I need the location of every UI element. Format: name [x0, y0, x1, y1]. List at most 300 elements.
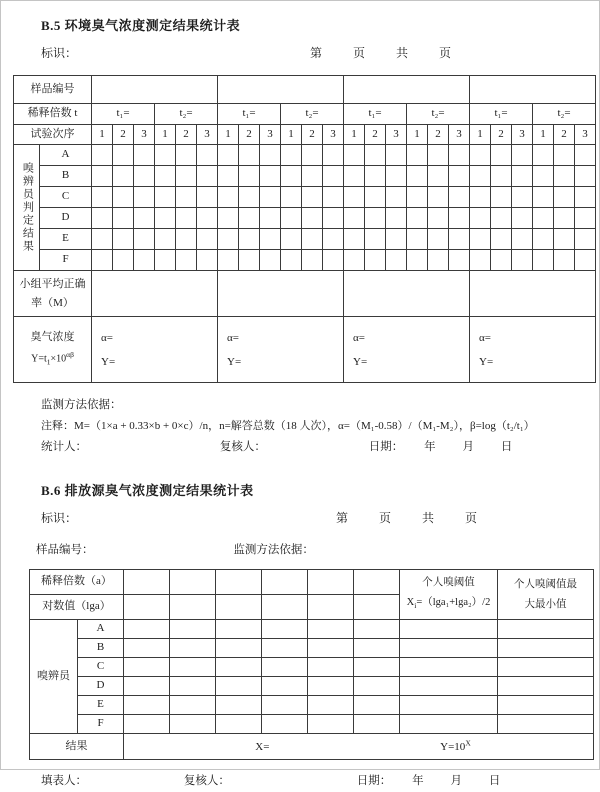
input-cell — [239, 145, 260, 166]
input-cell — [470, 166, 491, 187]
input-cell — [170, 658, 216, 677]
panelist-letter: A — [78, 620, 124, 639]
t1-header: t₁= — [470, 104, 533, 125]
input-cell — [216, 570, 262, 595]
input-cell — [124, 620, 170, 639]
input-cell — [470, 250, 491, 271]
input-cell — [386, 250, 407, 271]
row-panelist-A — [14, 145, 596, 166]
input-cell — [302, 208, 323, 229]
input-cell — [262, 620, 308, 639]
year-label: 年 — [412, 775, 424, 787]
input-cell — [386, 166, 407, 187]
b5-sign-line — [41, 437, 559, 458]
panelist-letter: C — [78, 658, 124, 677]
panelist-letter: B — [78, 639, 124, 658]
row-panelist-B — [14, 166, 596, 187]
b6-id-label: 标识： — [41, 511, 78, 525]
input-cell — [155, 229, 176, 250]
input-cell — [365, 145, 386, 166]
trial-no: 2 — [491, 125, 512, 145]
input-cell — [365, 166, 386, 187]
alpha-y-cell — [470, 317, 596, 383]
row-panelist-C — [14, 187, 596, 208]
year-label: 年 — [424, 441, 436, 453]
input-cell — [281, 250, 302, 271]
formula-part: ×10 — [50, 353, 67, 365]
panelist-letter: F — [78, 715, 124, 734]
input-cell — [216, 715, 262, 734]
input-cell — [533, 166, 554, 187]
input-cell — [354, 570, 400, 595]
input-cell — [92, 229, 113, 250]
row-panelist-D — [14, 208, 596, 229]
trial-no: 3 — [134, 125, 155, 145]
input-cell — [92, 145, 113, 166]
input-cell — [498, 658, 594, 677]
personal-threshold-line1: 个人嗅阈值 — [422, 576, 475, 588]
input-cell — [498, 639, 594, 658]
b6-id-line — [41, 509, 559, 526]
input-cell — [113, 208, 134, 229]
input-cell — [124, 639, 170, 658]
input-cell — [491, 208, 512, 229]
input-cell — [197, 145, 218, 166]
threshold-minmax-line1: 个人嗅阈值最 — [514, 578, 577, 590]
day-label: 日 — [500, 441, 513, 453]
row-trial-order — [14, 125, 596, 145]
page-char: 页 — [438, 46, 451, 60]
input-cell — [218, 145, 239, 166]
table-b6-emission-source — [29, 569, 594, 760]
date-label: 日期： — [368, 441, 404, 453]
input-cell — [575, 229, 596, 250]
input-cell — [386, 229, 407, 250]
input-cell — [239, 250, 260, 271]
date-label: 日期： — [356, 775, 392, 787]
alpha-eq: α= — [353, 331, 365, 344]
input-cell — [323, 166, 344, 187]
input-cell — [400, 696, 498, 715]
input-cell — [554, 250, 575, 271]
formula-sup: αβ — [66, 349, 74, 359]
input-cell — [512, 229, 533, 250]
input-cell — [197, 208, 218, 229]
input-cell — [124, 696, 170, 715]
input-cell — [386, 187, 407, 208]
input-cell — [308, 570, 354, 595]
input-cell — [533, 187, 554, 208]
input-cell — [386, 208, 407, 229]
formula-part: Y=10 — [440, 740, 466, 753]
input-cell — [386, 145, 407, 166]
odor-formula — [14, 346, 91, 370]
row-group-accuracy — [14, 271, 596, 317]
input-cell — [302, 250, 323, 271]
input-cell — [170, 715, 216, 734]
input-cell — [323, 187, 344, 208]
panelist-letter: F — [40, 250, 92, 271]
input-cell — [197, 250, 218, 271]
input-cell — [281, 187, 302, 208]
input-cell — [176, 166, 197, 187]
panelist-column-label — [14, 145, 40, 271]
trial-no: 2 — [239, 125, 260, 145]
b5-basis-line: 监测方法依据： — [41, 399, 122, 411]
input-cell — [533, 145, 554, 166]
b5-title: B.5 环境臭气浓度测定结果统计表 — [41, 18, 241, 33]
input-cell — [354, 595, 400, 620]
input-cell — [134, 166, 155, 187]
input-cell — [134, 250, 155, 271]
input-cell — [400, 677, 498, 696]
form-filler-label: 填表人： — [41, 775, 87, 787]
input-cell — [124, 595, 170, 620]
input-cell — [216, 677, 262, 696]
row-sniffer-E — [30, 696, 594, 715]
input-cell — [281, 145, 302, 166]
input-cell — [344, 166, 365, 187]
sample-no-cell — [218, 76, 344, 104]
input-cell — [134, 145, 155, 166]
input-cell — [344, 208, 365, 229]
t1-header: t₁= — [92, 104, 155, 125]
trial-no: 3 — [197, 125, 218, 145]
page-char: 共 — [421, 511, 434, 525]
input-cell — [344, 187, 365, 208]
input-cell — [365, 208, 386, 229]
input-cell — [491, 229, 512, 250]
input-cell — [354, 658, 400, 677]
sample-no-label: 样品编号 — [14, 76, 92, 104]
input-cell — [575, 145, 596, 166]
trial-no: 2 — [176, 125, 197, 145]
input-cell — [218, 187, 239, 208]
trial-no: 2 — [428, 125, 449, 145]
alpha-eq: α= — [101, 331, 113, 344]
input-cell — [533, 208, 554, 229]
input-cell — [134, 229, 155, 250]
t2-header: t₂= — [533, 104, 596, 125]
input-cell — [281, 208, 302, 229]
threshold-minmax-line2: 大最小值 — [524, 598, 567, 610]
alpha-y-cell — [218, 317, 344, 383]
input-cell — [354, 715, 400, 734]
trial-no: 1 — [407, 125, 428, 145]
trial-order-label: 试验次序 — [14, 125, 92, 145]
t2-header: t₂= — [155, 104, 218, 125]
input-cell — [407, 229, 428, 250]
page-char: 页 — [352, 46, 365, 60]
input-cell — [170, 639, 216, 658]
input-cell — [281, 229, 302, 250]
alpha-y-cell — [92, 317, 218, 383]
input-cell — [262, 677, 308, 696]
input-cell — [449, 145, 470, 166]
panelist-letter: D — [40, 208, 92, 229]
trial-no: 1 — [533, 125, 554, 145]
input-cell — [216, 658, 262, 677]
input-cell — [113, 229, 134, 250]
input-cell — [260, 250, 281, 271]
b6-sample-no-label: 样品编号： — [36, 544, 94, 556]
page-char: 第 — [309, 46, 322, 60]
sniffer-label: 嗅辨员 — [30, 620, 78, 734]
input-cell — [308, 715, 354, 734]
input-cell — [92, 208, 113, 229]
input-cell — [216, 620, 262, 639]
threshold-minmax-header — [498, 570, 594, 620]
trial-no: 3 — [575, 125, 596, 145]
input-cell — [281, 166, 302, 187]
page-char: 第 — [335, 511, 348, 525]
input-cell — [498, 715, 594, 734]
input-cell — [176, 145, 197, 166]
t1-header: t₁= — [344, 104, 407, 125]
b6-title: B.6 排放源臭气浓度测定结果统计表 — [41, 483, 254, 498]
input-cell — [428, 166, 449, 187]
trial-no: 2 — [365, 125, 386, 145]
input-cell — [302, 187, 323, 208]
input-cell — [491, 145, 512, 166]
input-cell — [176, 208, 197, 229]
b6-basis-label: 监测方法依据： — [233, 544, 314, 556]
t1-header: t₁= — [218, 104, 281, 125]
row-dilution-a — [30, 570, 594, 595]
y-eq: Y= — [227, 355, 242, 368]
trial-no: 3 — [323, 125, 344, 145]
row-sniffer-D — [30, 677, 594, 696]
panelist-letter: E — [40, 229, 92, 250]
row-odor-concentration — [14, 317, 596, 383]
input-cell — [170, 696, 216, 715]
input-cell — [218, 208, 239, 229]
input-cell — [262, 658, 308, 677]
row-sniffer-F — [30, 715, 594, 734]
formula-sub: 1 — [46, 357, 51, 367]
input-cell — [113, 145, 134, 166]
input-cell — [302, 145, 323, 166]
input-cell — [176, 250, 197, 271]
input-cell — [575, 166, 596, 187]
input-cell — [260, 187, 281, 208]
personal-threshold-formula — [400, 593, 497, 616]
input-cell — [407, 145, 428, 166]
page-char: 页 — [464, 511, 477, 525]
b5-id-label: 标识： — [41, 46, 78, 60]
group-accuracy-cell — [344, 271, 470, 317]
input-cell — [491, 250, 512, 271]
input-cell — [218, 229, 239, 250]
reviewer-label: 复核人： — [183, 775, 230, 787]
input-cell — [428, 229, 449, 250]
input-cell — [449, 187, 470, 208]
input-cell — [124, 658, 170, 677]
input-cell — [407, 187, 428, 208]
y-eq: Y= — [353, 355, 368, 368]
panelist-letter: E — [78, 696, 124, 715]
input-cell — [239, 208, 260, 229]
input-cell — [400, 715, 498, 734]
input-cell — [92, 166, 113, 187]
input-cell — [308, 639, 354, 658]
input-cell — [218, 250, 239, 271]
input-cell — [239, 187, 260, 208]
alpha-eq: α= — [227, 331, 239, 344]
input-cell — [498, 620, 594, 639]
input-cell — [170, 570, 216, 595]
input-cell — [449, 229, 470, 250]
b6-page-indicator — [336, 509, 477, 526]
input-cell — [575, 250, 596, 271]
input-cell — [124, 715, 170, 734]
input-cell — [92, 187, 113, 208]
row-panelist-F — [14, 250, 596, 271]
result-label: 结果 — [30, 734, 124, 760]
group-accuracy-label — [14, 271, 92, 317]
input-cell — [400, 620, 498, 639]
input-cell — [470, 208, 491, 229]
input-cell — [197, 187, 218, 208]
group-accuracy-line1: 小组平均正确 — [19, 277, 86, 290]
input-cell — [428, 145, 449, 166]
reviewer-label: 复核人： — [219, 441, 266, 453]
input-cell — [302, 166, 323, 187]
input-cell — [533, 250, 554, 271]
input-cell — [354, 639, 400, 658]
input-cell — [554, 229, 575, 250]
input-cell — [262, 595, 308, 620]
input-cell — [155, 145, 176, 166]
trial-no: 3 — [260, 125, 281, 145]
input-cell — [491, 166, 512, 187]
b6-sample-line — [36, 540, 559, 561]
input-cell — [354, 620, 400, 639]
formula-sup: X — [465, 738, 471, 748]
input-cell — [470, 229, 491, 250]
input-cell — [554, 145, 575, 166]
group-accuracy-cell — [470, 271, 596, 317]
month-label: 月 — [462, 441, 474, 453]
input-cell — [308, 595, 354, 620]
input-cell — [113, 166, 134, 187]
alpha-eq: α= — [479, 331, 491, 344]
page-char: 页 — [378, 511, 391, 525]
trial-no: 1 — [344, 125, 365, 145]
trial-no: 3 — [449, 125, 470, 145]
b6-footer-line — [41, 771, 559, 792]
y-eq: Y= — [101, 355, 116, 368]
input-cell — [308, 658, 354, 677]
sample-no-cell — [344, 76, 470, 104]
input-cell — [308, 620, 354, 639]
input-cell — [449, 208, 470, 229]
result-cell — [124, 734, 594, 760]
input-cell — [533, 229, 554, 250]
input-cell — [302, 229, 323, 250]
trial-no: 2 — [113, 125, 134, 145]
input-cell — [134, 187, 155, 208]
input-cell — [260, 208, 281, 229]
trial-no: 1 — [92, 125, 113, 145]
trial-no: 3 — [386, 125, 407, 145]
trial-no: 1 — [470, 125, 491, 145]
input-cell — [365, 187, 386, 208]
input-cell — [218, 166, 239, 187]
input-cell — [407, 208, 428, 229]
input-cell — [575, 208, 596, 229]
input-cell — [323, 145, 344, 166]
input-cell — [554, 187, 575, 208]
input-cell — [354, 677, 400, 696]
input-cell — [512, 166, 533, 187]
input-cell — [400, 658, 498, 677]
input-cell — [344, 250, 365, 271]
row-sniffer-C — [30, 658, 594, 677]
panelist-letter: D — [78, 677, 124, 696]
input-cell — [323, 250, 344, 271]
input-cell — [498, 677, 594, 696]
alpha-y-cell — [344, 317, 470, 383]
input-cell — [323, 229, 344, 250]
input-cell — [124, 570, 170, 595]
input-cell — [170, 620, 216, 639]
input-cell — [449, 166, 470, 187]
input-cell — [113, 250, 134, 271]
input-cell — [512, 187, 533, 208]
trial-no: 1 — [281, 125, 302, 145]
row-panelist-E — [14, 229, 596, 250]
formula-sub: i — [414, 601, 417, 611]
input-cell — [155, 166, 176, 187]
input-cell — [428, 208, 449, 229]
group-accuracy-cell — [218, 271, 344, 317]
input-cell — [449, 250, 470, 271]
input-cell — [323, 208, 344, 229]
result-x: X= — [255, 740, 270, 753]
input-cell — [365, 250, 386, 271]
trial-no: 1 — [155, 125, 176, 145]
input-cell — [155, 208, 176, 229]
panelist-letter: B — [40, 166, 92, 187]
panelist-letter: C — [40, 187, 92, 208]
input-cell — [575, 187, 596, 208]
input-cell — [491, 187, 512, 208]
input-cell — [260, 145, 281, 166]
row-sniffer-B — [30, 639, 594, 658]
input-cell — [512, 145, 533, 166]
group-accuracy-cell — [92, 271, 218, 317]
input-cell — [239, 166, 260, 187]
month-label: 月 — [450, 775, 462, 787]
input-cell — [260, 166, 281, 187]
input-cell — [470, 187, 491, 208]
input-cell — [407, 166, 428, 187]
odor-concentration-label — [14, 317, 92, 383]
input-cell — [216, 639, 262, 658]
trial-no: 3 — [512, 125, 533, 145]
input-cell — [155, 250, 176, 271]
input-cell — [428, 187, 449, 208]
group-accuracy-line2: 率（M） — [31, 296, 74, 309]
formula-part: =（lga₁+lga₂）/2 — [416, 596, 491, 608]
result-y — [440, 738, 471, 753]
input-cell — [124, 677, 170, 696]
statistician-label: 统计人： — [41, 441, 87, 453]
input-cell — [262, 715, 308, 734]
input-cell — [216, 595, 262, 620]
log-value-label: 对数值（lga） — [30, 595, 124, 620]
